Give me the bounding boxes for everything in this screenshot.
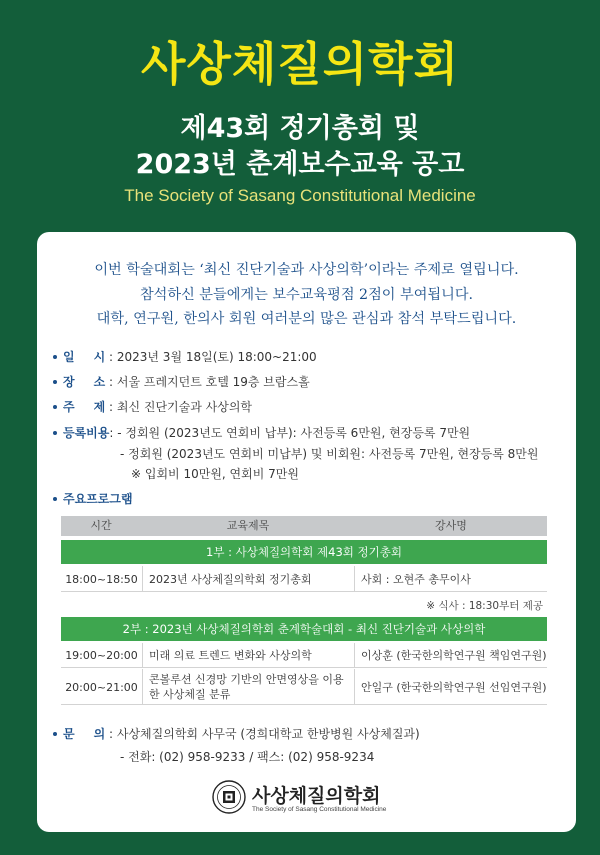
row-speaker: 이상훈 (한국한의학연구원 책임연구원) (361, 649, 547, 662)
intro-line-1: 이번 학술대회는 ‘최신 진단기술과 사상의학’이라는 주제로 열립니다. (94, 262, 519, 278)
date-row (53, 348, 317, 365)
column-divider (354, 669, 355, 705)
intro-line-3: 대학, 연구원, 한의사 회원 여러분의 많은 관심과 참석 부탁드립니다. (96, 311, 517, 327)
part2-bar: 2부 : 2023년 사상체질의학회 춘계학술대회 - 최신 진단기술과 사상의학 (61, 617, 547, 641)
fee-label: 등록비용 (63, 426, 110, 440)
table-row (61, 566, 547, 592)
theme-value: : 최신 진단기술과 사상의학 (109, 400, 252, 414)
bullet-icon (53, 380, 57, 384)
intro-text (37, 258, 576, 332)
contact-label: 문의 (63, 727, 125, 741)
bullet-icon (53, 405, 57, 409)
place-row (53, 373, 310, 390)
footer-logo (212, 780, 412, 820)
footer-english-name: The Society of Sasang Constitutional Medicine (252, 806, 387, 813)
fee-line-3: ※ 입회비 10만원, 연회비 7만원 (131, 467, 299, 481)
part1-bar: 1부 : 사상체질의학회 제43회 정기총회 (61, 540, 547, 564)
program-heading (53, 490, 133, 507)
contact-info (53, 725, 420, 765)
meeting-title-line1: 제43회 정기총회 및 (180, 113, 420, 144)
row-speaker: 안일구 (한국한의학연구원 선임연구원) (361, 680, 547, 694)
date-label: 일시 (63, 350, 125, 364)
row-speaker: 사회 : 오현주 총무이사 (361, 572, 471, 586)
row-title: 콘볼루션 신경망 기반의 안면영상을 이용한 사상체질 분류 (149, 673, 344, 701)
header-time: 시간 (90, 519, 112, 532)
society-seal-icon (212, 780, 246, 814)
header-speaker: 강사명 (435, 519, 467, 532)
column-divider (142, 643, 143, 668)
org-title: 사상체질의학회 (140, 37, 460, 91)
date-value: : 2023년 3월 18일(토) 18:00~21:00 (109, 350, 317, 364)
footer-org-name: 사상체질의학회 (252, 785, 381, 807)
place-value: : 서울 프레지던트 호텔 19층 브람스홀 (109, 375, 310, 389)
column-divider (354, 566, 355, 592)
meal-note: ※ 식사 : 18:30부터 제공 (426, 600, 543, 612)
header (0, 0, 600, 230)
row-title: 2023년 사상체질의학회 정기총회 (149, 572, 312, 586)
table-header (61, 516, 547, 536)
column-divider (142, 566, 143, 592)
contact-line-2: - 전화: (02) 958-9233 / 팩스: (02) 958-9234 (120, 750, 375, 764)
society-english-name: The Society of Sasang Constitutional Medicine (124, 186, 476, 205)
row-time: 19:00~20:00 (65, 649, 138, 662)
header-title: 교육제목 (226, 519, 270, 532)
bullet-icon (53, 431, 57, 435)
bullet-icon (53, 732, 57, 736)
table-row (61, 643, 547, 668)
bullet-icon (53, 497, 57, 501)
table-row (61, 669, 547, 705)
column-divider (142, 669, 143, 705)
program-label: 주요프로그램 (63, 492, 133, 506)
place-label: 장소 (63, 375, 125, 389)
fee-line-1: : - 정회원 (2023년도 연회비 납부): 사전등록 6만원, 현장등록 7만원 (109, 426, 471, 440)
column-divider (354, 643, 355, 668)
contact-line-1: : 사상체질의학회 사무국 (경희대학교 한방병원 사상체질과) (109, 727, 420, 741)
theme-label: 주제 (63, 400, 125, 414)
intro-line-2: 참석하신 분들에게는 보수교육평점 2점이 부여됩니다. (139, 286, 474, 303)
fee-row (53, 424, 470, 441)
row-time: 18:00~18:50 (65, 572, 138, 586)
meeting-title-line2: 2023년 춘계보수교육 공고 (135, 149, 465, 180)
bullet-icon (53, 355, 57, 359)
theme-row (53, 398, 252, 415)
contact-row (53, 725, 420, 742)
notice-card (37, 232, 576, 832)
row-time: 20:00~21:00 (65, 680, 138, 694)
row-title: 미래 의료 트렌드 변화와 사상의학 (149, 649, 312, 662)
fee-line-2: - 정회원 (2023년도 연회비 미납부) 및 비회원: 사전등록 7만원, 현장등록 8만원 (120, 447, 539, 461)
